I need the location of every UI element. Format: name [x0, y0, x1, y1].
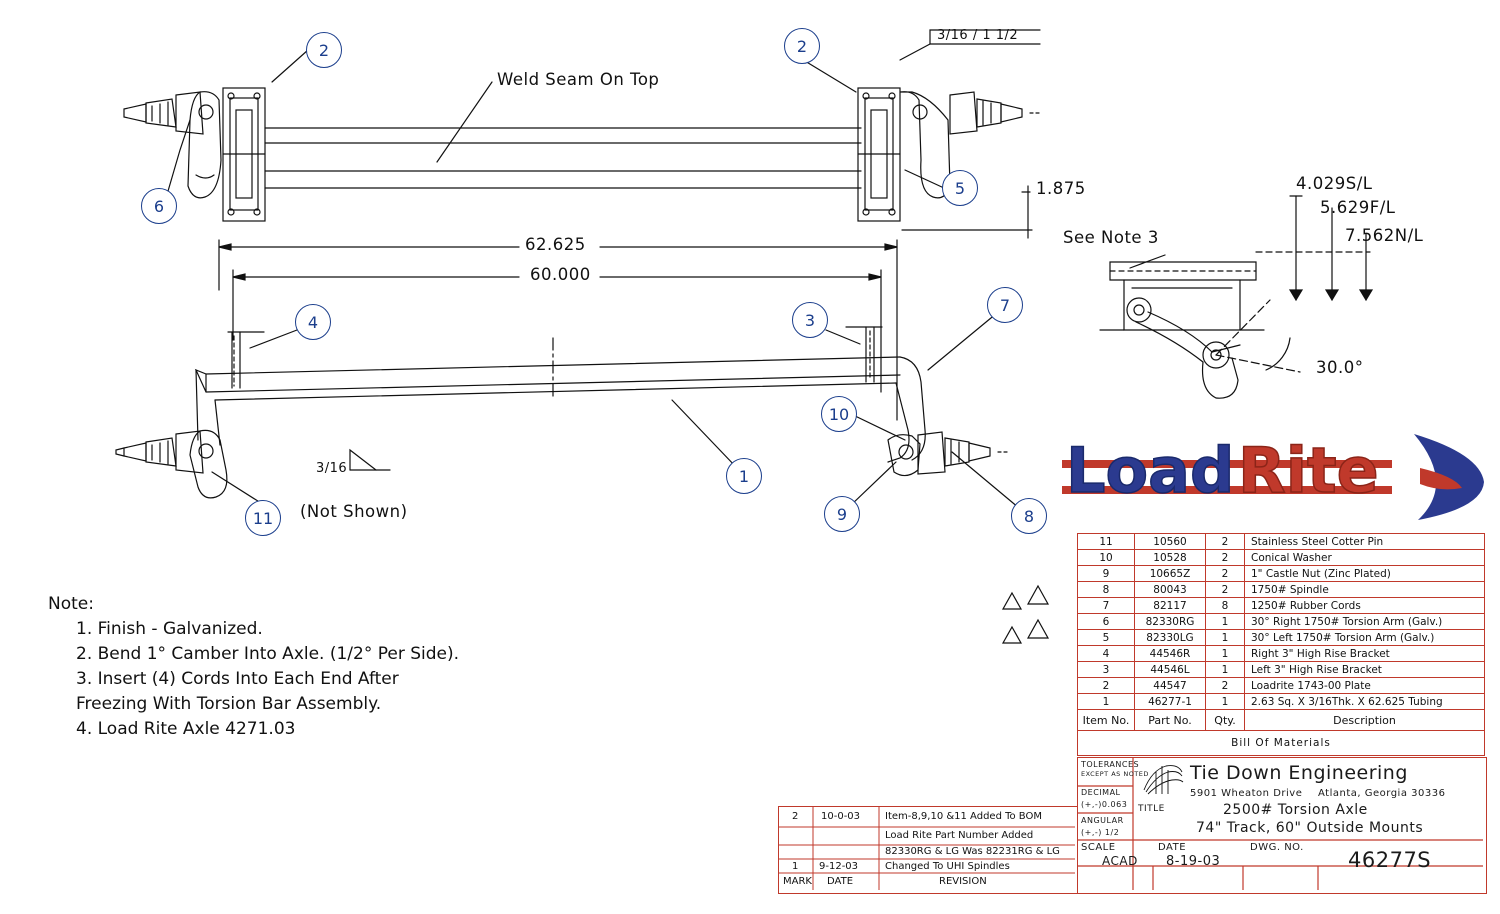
- revision-text: Item-8,9,10 &11 Added To BOM: [885, 811, 1042, 822]
- bom-header-description: Description: [1245, 710, 1485, 731]
- date-label: DATE: [1158, 842, 1187, 853]
- logo-text-load: Load: [1066, 434, 1235, 507]
- bom-item-no: 1: [1078, 694, 1135, 710]
- table-row: [1078, 678, 1485, 694]
- bom-item-no: 4: [1078, 646, 1135, 662]
- revision-header-revision: REVISION: [939, 876, 987, 887]
- bom-title: Bill Of Materials: [1078, 731, 1485, 756]
- title-label: TITLE: [1138, 804, 1165, 814]
- bom-qty: 2: [1206, 534, 1245, 550]
- revision-header-date: DATE: [827, 876, 854, 887]
- revision-header-mark: MARK: [783, 876, 812, 887]
- logo-text-rite: Rite: [1238, 434, 1379, 507]
- bom-description: Stainless Steel Cotter Pin: [1245, 534, 1485, 550]
- date-value: 8-19-03: [1166, 854, 1221, 869]
- table-row: [1078, 630, 1485, 646]
- balloon-1[interactable]: 1: [726, 458, 762, 494]
- bom-header-item: Item No.: [1078, 710, 1135, 731]
- bom-item-no: 2: [1078, 678, 1135, 694]
- bom-description: Left 3" High Rise Bracket: [1245, 662, 1485, 678]
- company-city: Atlanta, Georgia 30336: [1318, 788, 1446, 799]
- logo-graphic: [1062, 424, 1492, 529]
- bill-of-materials-table: [1077, 533, 1485, 756]
- bom-part-no: 10665Z: [1135, 566, 1206, 582]
- revision-date-2: 9-12-03: [819, 861, 859, 872]
- balloon-6[interactable]: 6: [141, 188, 177, 224]
- bom-qty: 8: [1206, 598, 1245, 614]
- bom-qty: 1: [1206, 662, 1245, 678]
- balloon-7[interactable]: 7: [987, 287, 1023, 323]
- table-row: [1078, 598, 1485, 614]
- table-row: [1078, 694, 1485, 710]
- bom-item-no: 3: [1078, 662, 1135, 678]
- angular-value: (+,-) 1/2: [1081, 828, 1120, 837]
- notes-block: [48, 592, 459, 742]
- weld-symbol-top-label: 3/16 / 1 1/2: [937, 28, 1019, 43]
- dimension-5629: 5.629F/L: [1320, 198, 1396, 217]
- table-row: [1078, 582, 1485, 598]
- balloon-9[interactable]: 9: [824, 496, 860, 532]
- revision-mark: 2: [792, 811, 799, 822]
- bom-qty: 1: [1206, 614, 1245, 630]
- table-row: [1078, 550, 1485, 566]
- bom-part-no: 82330RG: [1135, 614, 1206, 630]
- angular-label: ANGULAR: [1081, 816, 1124, 825]
- tolerances-sub: EXCEPT AS NOTED: [1081, 770, 1149, 778]
- note-item-2: 2. Bend 1° Camber Into Axle. (1/2° Per Side).: [76, 644, 460, 664]
- scale-label: SCALE: [1081, 842, 1116, 853]
- tolerances-label: TOLERANCES: [1081, 760, 1140, 769]
- bom-part-no: 44547: [1135, 678, 1206, 694]
- table-row: [1078, 662, 1485, 678]
- bom-description: Right 3" High Rise Bracket: [1245, 646, 1485, 662]
- bom-qty: 2: [1206, 582, 1245, 598]
- bom-qty: 2: [1206, 550, 1245, 566]
- company-name: Tie Down Engineering: [1190, 762, 1408, 784]
- note-item-3-cont: Freezing With Torsion Bar Assembly.: [76, 694, 382, 714]
- bom-header-qty: Qty.: [1206, 710, 1245, 731]
- dwg-label: DWG. NO.: [1250, 842, 1304, 853]
- bom-item-no: 8: [1078, 582, 1135, 598]
- bom-body: [1078, 534, 1485, 756]
- dimension-4029: 4.029S/L: [1296, 174, 1373, 193]
- dimension-angle: 30.0°: [1316, 358, 1364, 377]
- dimension-62625: 62.625: [525, 235, 586, 254]
- title-line-1: 2500# Torsion Axle: [1223, 802, 1368, 818]
- bom-qty: 1: [1206, 694, 1245, 710]
- balloon-8[interactable]: 8: [1011, 498, 1047, 534]
- bom-description: 2.63 Sq. X 3/16Thk. X 62.625 Tubing: [1245, 694, 1485, 710]
- revision-text-3: 82330RG & LG Was 82231RG & LG: [885, 846, 1060, 857]
- table-row: [1078, 646, 1485, 662]
- bom-part-no: 80043: [1135, 582, 1206, 598]
- bom-item-no: 11: [1078, 534, 1135, 550]
- bom-description: Conical Washer: [1245, 550, 1485, 566]
- company-street: 5901 Wheaton Drive: [1190, 788, 1303, 799]
- see-note-3-label: See Note 3: [1063, 228, 1159, 247]
- dwg-value: 46277S: [1348, 848, 1432, 872]
- balloon-2-left[interactable]: 2: [306, 32, 342, 68]
- balloon-4[interactable]: 4: [295, 304, 331, 340]
- table-row: [1078, 614, 1485, 630]
- dimension-1875: 1.875: [1036, 179, 1086, 198]
- bom-qty: 2: [1206, 678, 1245, 694]
- weld-symbol-bottom-label: 3/16: [316, 461, 348, 476]
- balloon-11[interactable]: 11: [245, 500, 281, 536]
- decimal-value: (+,-)0.063: [1081, 800, 1128, 809]
- company-emblem-icon: [1138, 760, 1186, 798]
- bom-header-row: [1078, 710, 1485, 731]
- loadrite-logo: [1062, 424, 1492, 529]
- bom-part-no: 44546L: [1135, 662, 1206, 678]
- bom-item-no: 10: [1078, 550, 1135, 566]
- bom-header-part: Part No.: [1135, 710, 1206, 731]
- dimension-60000: 60.000: [530, 265, 591, 284]
- balloon-3[interactable]: 3: [792, 302, 828, 338]
- balloon-2-right[interactable]: 2: [784, 28, 820, 64]
- bom-part-no: 82330LG: [1135, 630, 1206, 646]
- revision-block: [778, 806, 1079, 894]
- bom-title-row: [1078, 731, 1485, 756]
- revision-text-2: Load Rite Part Number Added: [885, 830, 1034, 841]
- bom-part-no: 10528: [1135, 550, 1206, 566]
- table-row: [1078, 534, 1485, 550]
- notes-heading: Note:: [48, 594, 94, 614]
- bom-description: 1750# Spindle: [1245, 582, 1485, 598]
- note-item-1: 1. Finish - Galvanized.: [76, 619, 263, 639]
- bom-qty: 1: [1206, 630, 1245, 646]
- bom-part-no: 44546R: [1135, 646, 1206, 662]
- bom-part-no: 82117: [1135, 598, 1206, 614]
- bom-part-no: 46277-1: [1135, 694, 1206, 710]
- bom-qty: 2: [1206, 566, 1245, 582]
- note-item-3: 3. Insert (4) Cords Into Each End After: [76, 669, 399, 689]
- scale-value: ACAD: [1102, 854, 1138, 868]
- bom-item-no: 6: [1078, 614, 1135, 630]
- table-row: [1078, 566, 1485, 582]
- bom-description: 30° Left 1750# Torsion Arm (Galv.): [1245, 630, 1485, 646]
- revision-text-4: Changed To UHI Spindles: [885, 861, 1010, 872]
- bom-qty: 1: [1206, 646, 1245, 662]
- revision-date: 10-0-03: [821, 811, 861, 822]
- revision-mark-2: 1: [792, 861, 799, 872]
- bom-description: 30° Right 1750# Torsion Arm (Galv.): [1245, 614, 1485, 630]
- not-shown-label: (Not Shown): [300, 502, 408, 521]
- decimal-label: DECIMAL: [1081, 788, 1121, 797]
- bom-item-no: 7: [1078, 598, 1135, 614]
- note-item-4: 4. Load Rite Axle 4271.03: [76, 719, 296, 739]
- bom-part-no: 10560: [1135, 534, 1206, 550]
- bom-item-no: 5: [1078, 630, 1135, 646]
- weld-seam-label: Weld Seam On Top: [497, 70, 660, 89]
- bom-description: 1250# Rubber Cords: [1245, 598, 1485, 614]
- balloon-5[interactable]: 5: [942, 170, 978, 206]
- balloon-10[interactable]: 10: [821, 396, 857, 432]
- title-line-2: 74" Track, 60" Outside Mounts: [1196, 820, 1424, 836]
- dimension-7562: 7.562N/L: [1345, 226, 1424, 245]
- bom-description: Loadrite 1743-00 Plate: [1245, 678, 1485, 694]
- bom-item-no: 9: [1078, 566, 1135, 582]
- title-block: [1077, 757, 1487, 894]
- bom-description: 1" Castle Nut (Zinc Plated): [1245, 566, 1485, 582]
